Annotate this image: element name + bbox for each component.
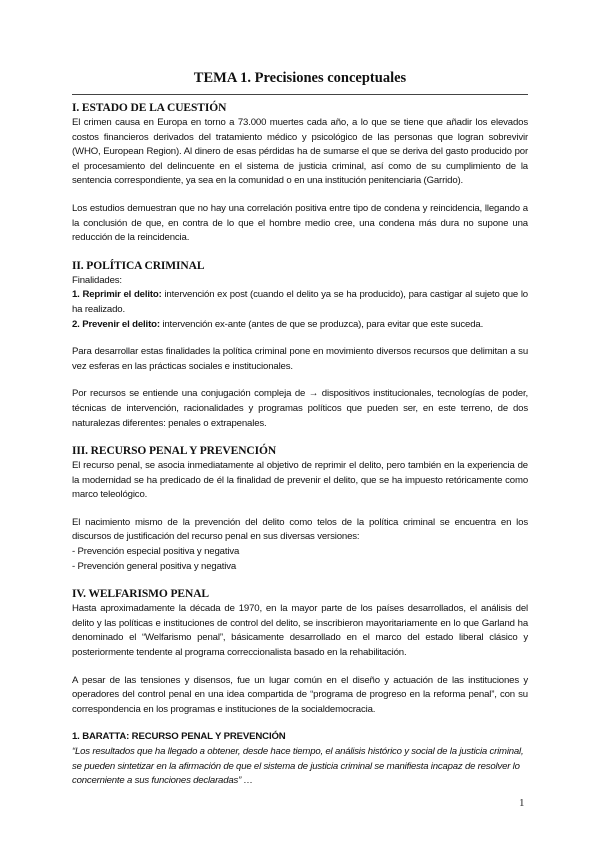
list-item-text: intervención ex post (cuando el delito ya se ha producido), para castigar al sujeto que lo ha realizado. [72, 289, 528, 315]
list-item-label: 2. Prevenir el delito: [72, 318, 160, 330]
page-title [0, 70, 600, 87]
paragraph: Finalidades: [72, 274, 122, 286]
paragraph: Por recursos se entiende una conjugación compleja de → dispositivos institucionales, tecnologías de poder, técnicas de intervención, racionalidades y programas políticos que pueden ser, en este terreno, de dos naturalezas diferentes: penales o extrapenales. [72, 388, 528, 429]
list-item [72, 318, 528, 333]
section-recurso-penal [72, 444, 528, 574]
paragraph: El crimen causa en Europa en torno a 73.000 muertes cada año, a lo que se tiene que añadir los elevados costos financieros derivados del tratamiento médico y psicológico de las personas que logran sobrevivir (WHO, European Region). Al dinero de esas pérdidas ha de sumarse el que se deriva del gasto producido por el procesamiento del delincuente en el sistema de justicia criminal, así como de su cumplimiento de la sentencia correspondiente, ya sea en la comunidad o en una institución penitenciaria (Garrido). [72, 117, 528, 187]
title-text: Precisiones conceptuales [251, 70, 407, 86]
paragraph: Para desarrollar estas finalidades la política criminal pone en movimiento diversos recursos que delimitan a su vez esferas en las prácticas sociales e institucionales. [72, 346, 528, 372]
document-body [72, 101, 528, 789]
section-heading: IV. WELFARISMO PENAL [72, 588, 209, 601]
page-number: 1 [519, 797, 525, 809]
subsection-heading: 1. BARATTA: RECURSO PENAL Y PREVENCIÓN [72, 731, 286, 743]
paragraph: El recurso penal, se asocia inmediatamente al objetivo de reprimir el delito, pero también en la experiencia de la modernidad se ha predicado de él la finalidad de prevenir el delito, que se ha impuesto retóricamente como marco teleológico. [72, 460, 528, 501]
quote: “Los resultados que ha llegado a obtener, desde hace tiempo, el análisis histórico y social de la justicia criminal, se pueden sintetizar en la afirmación de que el sistema de justicia criminal se manifiesta incapaz de resolver lo concerniente a sus funciones declaradas” … [72, 746, 524, 787]
section-estado-de-la-cuestion [72, 101, 528, 246]
section-heading: III. RECURSO PENAL Y PREVENCIÓN [72, 445, 277, 458]
paragraph: El nacimiento mismo de la prevención del delito como telos de la política criminal se encuentra en los discursos de justificación del recurso penal en sus diversas versiones: [72, 516, 528, 543]
list-item [72, 288, 528, 317]
title-divider [72, 94, 528, 95]
list-item: - Prevención general positiva y negativa [72, 560, 237, 572]
section-heading: II. POLÍTICA CRIMINAL [72, 259, 205, 272]
section-heading: I. ESTADO DE LA CUESTIÓN [72, 102, 227, 114]
list-item: - Prevención especial positiva y negativa [72, 546, 240, 558]
section-welfarismo-penal [72, 587, 528, 789]
section-politica-criminal [72, 259, 528, 431]
paragraph: Los estudios demuestran que no hay una correlación positiva entre tipo de condena y reincidencia, llegando a la conclusión de que, en contra de lo que el hombre medio cree, una condena más dura no supone una reducción de la reincidencia. [72, 202, 528, 244]
list-item-text: intervención ex-ante (antes de que se produzca), para evitar que este suceda. [159, 318, 484, 330]
paragraph: A pesar de las tensiones y disensos, fue un lugar común en el diseño y actuación de las instituciones y operadores del control penal en una idea compartida de “programa de progreso en la reforma penal”, con su correspondencia en los programas e instituciones de la socialdemocracia. [72, 674, 528, 715]
list-item-label: 1. Reprimir el delito: [72, 289, 162, 301]
paragraph: Hasta aproximadamente la década de 1970, en la mayor parte de los países desarrollados, el análisis del delito y las políticas e instituciones de control del delito, se inscribieron mayoritariamente en lo que Garland ha denominado el “Welfarismo penal”, básicamente desarrollado en el marco del estado liberal clásico y posteriormente tendente al programa correccionalista basado en la rehabilitación. [72, 603, 528, 659]
title-number: TEMA 1. [193, 70, 251, 86]
